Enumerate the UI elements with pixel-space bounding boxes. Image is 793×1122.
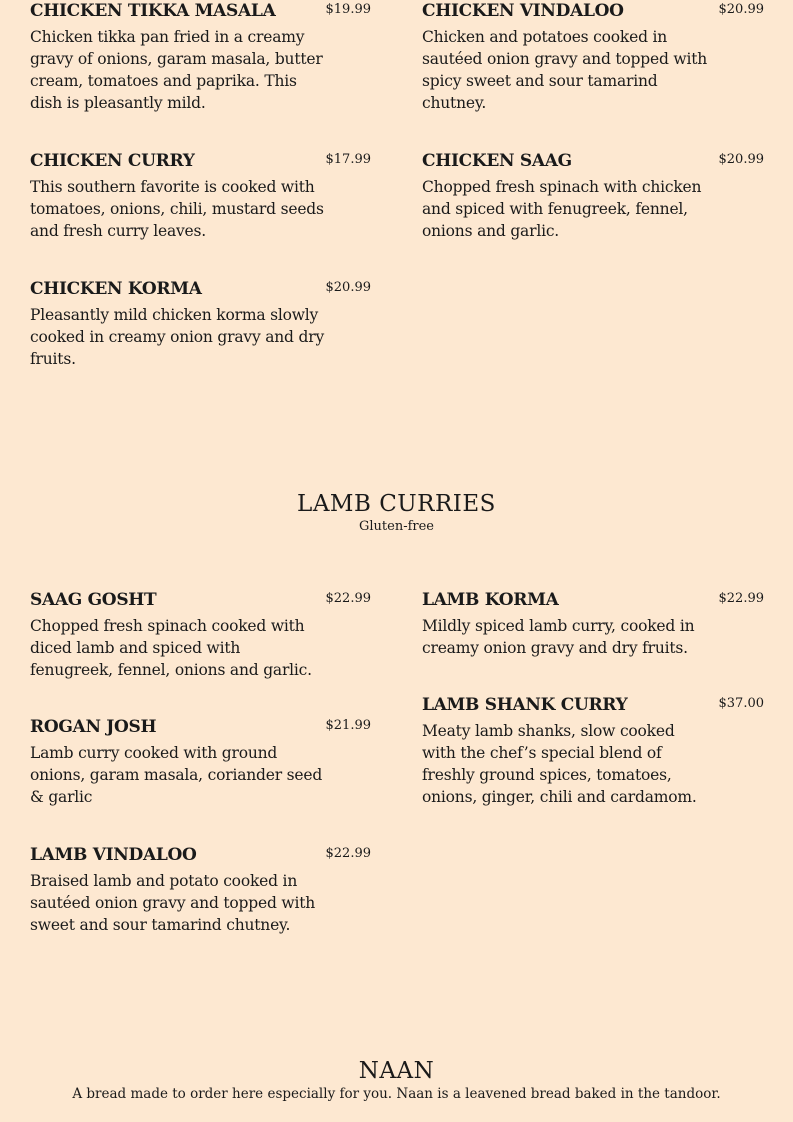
item-name: LAMB KORMA: [422, 590, 559, 610]
item-name: LAMB SHANK CURRY: [422, 695, 628, 715]
item-price: $22.99: [325, 591, 371, 606]
item-price: $21.99: [325, 718, 371, 733]
item-description: Chicken and potatoes cooked in sautéed onion gravy and topped with spicy sweet and sour tamarind chutney.: [422, 28, 708, 112]
item-name: CHICKEN CURRY: [30, 151, 195, 171]
section-title-naan: NAAN: [358, 1058, 435, 1084]
item-description: Chopped fresh spinach cooked with diced lamb and spiced with fenugreek, fennel, onions and garlic.: [30, 617, 312, 679]
item-name: LAMB VINDALOO: [30, 845, 197, 865]
item-description: This southern favorite is cooked with tomatoes, onions, chili, mustard seeds and fresh curry leaves.: [30, 178, 324, 240]
item-name: ROGAN JOSH: [30, 717, 157, 737]
section-subtitle-naan: A bread made to order here especially for you. Naan is a leavened bread baked in the tandoor.: [72, 1086, 721, 1102]
item-price: $19.99: [325, 2, 371, 17]
item-price: $22.99: [325, 846, 371, 861]
item-name: CHICKEN VINDALOO: [422, 1, 624, 21]
item-description: Mildly spiced lamb curry, cooked in creamy onion gravy and dry fruits.: [422, 617, 695, 657]
item-price: $22.99: [718, 591, 764, 606]
item-name: SAAG GOSHT: [30, 590, 157, 610]
item-name: CHICKEN TIKKA MASALA: [30, 1, 276, 21]
item-description: Pleasantly mild chicken korma slowly cooked in creamy onion gravy and dry fruits.: [30, 306, 324, 368]
item-name: CHICKEN SAAG: [422, 151, 572, 171]
item-description: Lamb curry cooked with ground onions, garam masala, coriander seed & garlic: [30, 744, 323, 806]
item-description: Braised lamb and potato cooked in sautéed onion gravy and topped with sweet and sour tamarind chutney.: [30, 872, 316, 934]
item-description: Chicken tikka pan fried in a creamy gravy of onions, garam masala, butter cream, tomatoes and paprika. This dish is pleasantly mild.: [30, 28, 323, 112]
item-name: CHICKEN KORMA: [30, 279, 202, 299]
item-description: Meaty lamb shanks, slow cooked with the chef’s special blend of freshly ground spices, tomatoes, onions, ginger, chili and cardamom.: [422, 722, 697, 806]
section-title-lamb-curries: LAMB CURRIES: [297, 491, 496, 517]
item-price: $20.99: [718, 2, 764, 17]
item-price: $20.99: [325, 280, 371, 295]
section-subtitle-lamb: Gluten-free: [358, 519, 434, 534]
item-price: $37.00: [718, 696, 764, 711]
item-price: $20.99: [718, 152, 764, 167]
item-price: $17.99: [325, 152, 371, 167]
item-description: Chopped fresh spinach with chicken and spiced with fenugreek, fennel, onions and garlic.: [422, 178, 702, 240]
